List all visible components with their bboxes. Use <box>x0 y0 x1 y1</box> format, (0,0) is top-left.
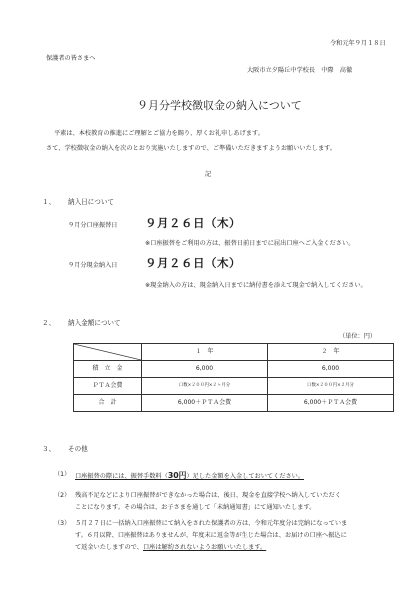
item1-number: （1） <box>54 471 71 478</box>
table-row <box>74 361 394 378</box>
grade1-value: 口数×２００円×２ヶ月分 <box>142 378 268 395</box>
cash-note: ※現金納入の方は、現金納入日までに納付書を添えて現金で納入してください。 <box>145 282 367 289</box>
item3-line-2: す。６月以降、口座振替はありませんが、年度末に返金等が生じた場合は、お届けの口座へ振込に <box>75 532 347 539</box>
grade2-value: 6,000＋ＰＴＡ会費 <box>268 395 394 412</box>
item3-line-1: ５月２７日に一括納入口座振替にて納入をされた保護者の方は、令和元年度分は完納になっていま <box>75 520 348 527</box>
diagonal-cell <box>74 344 142 361</box>
table-row <box>74 378 394 395</box>
item3-number: （3） <box>54 520 71 527</box>
table-header-row <box>74 344 394 361</box>
grade1-value: 6,000 <box>142 361 268 378</box>
unit-label: （単位：円） <box>339 333 377 340</box>
item1-post: ）足した金額を入金しておいてください。 <box>186 473 305 480</box>
debit-note: ※口座振替をご利用の方は、振替日前日までに屈出口座へご入金ください。 <box>145 240 355 247</box>
section3-number: ３、 <box>42 445 56 453</box>
table-row <box>74 395 394 412</box>
page-title: ９月分学校徴収金の納入について <box>137 99 302 112</box>
grade2-value: 口数×２００円×２月分 <box>268 378 394 395</box>
item2-line-1: 残高不足などにより口座振替ができなかった場合は、後日、現金を直接学校へ納入していただく <box>75 492 342 499</box>
fee-table <box>73 343 394 412</box>
row-label: 合 計 <box>74 395 142 412</box>
section1-number: １、 <box>42 198 56 206</box>
row-label: 積 立 金 <box>74 361 142 378</box>
diagonal-line <box>74 344 141 360</box>
cash-date-label: ９月分現金納入日 <box>68 262 118 269</box>
debit-date-label: ９月分口座振替日 <box>68 222 118 229</box>
issue-date: 令和元年９月１８日 <box>330 40 386 47</box>
item3-line-3-pre: て返金いたしますので、 <box>75 544 143 551</box>
cash-date: ９月２６日（木） <box>145 256 241 270</box>
item1-text <box>75 471 304 480</box>
recipient: 保護者の皆さまへ <box>46 55 96 62</box>
row-label: ＰＴＡ会費 <box>74 378 142 395</box>
item1-pre: 口座振替の際には、振替手数料（ <box>75 473 168 480</box>
debit-date: ９月２６日（木） <box>145 216 241 230</box>
item2-number: （2） <box>54 492 71 499</box>
grade2-header: ２ 年 <box>268 344 394 361</box>
item3-line-3-underlined: 口座は解約されないようお願いいたします。 <box>142 544 267 551</box>
section2-heading: 納入金額について <box>68 319 121 327</box>
intro-line-2: さて、学校徴収金の納入を次のとおり実施いたしますので、ご準備いただきますようお願いいたします。 <box>46 145 337 152</box>
section2-number: ２、 <box>42 319 56 327</box>
grade1-header: １ 年 <box>142 344 268 361</box>
item2-line-2: ことになります。その場合は、お子さまを通して「未納通知書」にて通知いたします。 <box>75 504 316 511</box>
item3-line-3 <box>75 544 266 551</box>
fee-amount: 30円 <box>167 471 187 480</box>
section3-heading: その他 <box>68 445 88 453</box>
grade1-value: 6,000＋ＰＴＡ会費 <box>142 395 268 412</box>
sender: 大阪市立夕陽丘中学校長 中際 高徹 <box>247 67 353 74</box>
grade2-value: 6,000 <box>268 361 394 378</box>
section1-heading: 納入日について <box>68 198 115 206</box>
ki-mark: 記 <box>205 171 212 178</box>
intro-line-1: 平素は、本校教育の推進にご理解とご協力を賜り、厚くお礼申しあげます。 <box>54 130 264 137</box>
